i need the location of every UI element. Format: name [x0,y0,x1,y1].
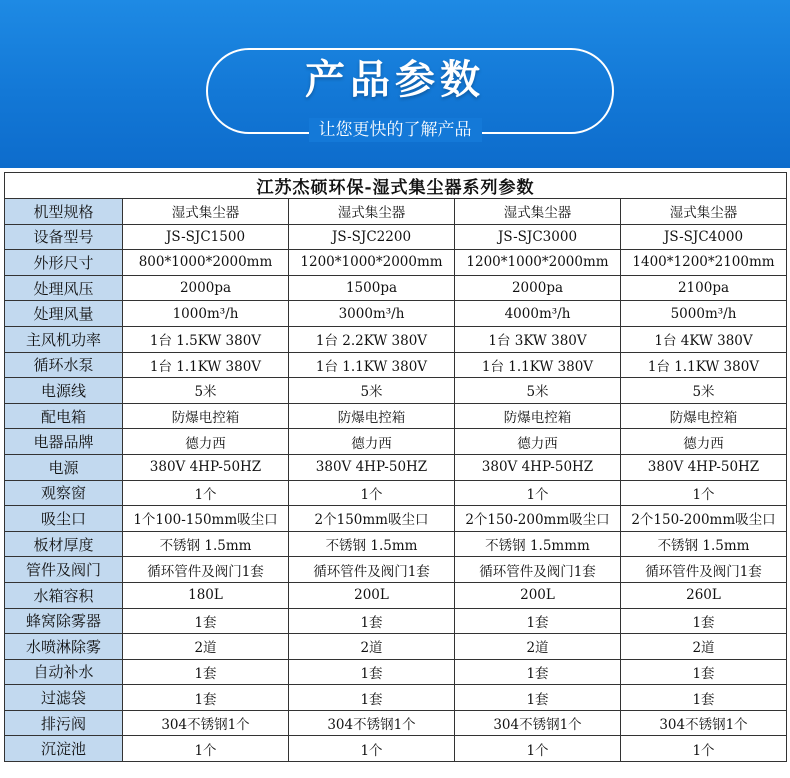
table-cell: 2个150-200mm吸尘口 [621,506,787,532]
table-cell: 200L [289,582,455,608]
row-label: 电源线 [5,378,123,404]
table-cell: 1套 [123,608,289,634]
table-cell: 1个 [123,480,289,506]
table-cell: 2100pa [621,275,787,301]
row-label: 板材厚度 [5,531,123,557]
table-cell: 1500pa [289,275,455,301]
table-cell: 200L [455,582,621,608]
table-row [5,506,787,532]
table-row [5,224,787,250]
table-row [5,531,787,557]
page-subtitle: 让您更快的了解产品 [309,118,482,142]
table-cell: 防爆电控箱 [621,403,787,429]
table-row [5,557,787,583]
table-cell: 德力西 [455,429,621,455]
table-cell: 304不锈钢1个 [289,710,455,736]
table-cell: 湿式集尘器 [455,199,621,225]
row-label: 排污阀 [5,710,123,736]
table-cell: JS-SJC4000 [621,224,787,250]
table-cell: 1套 [289,608,455,634]
table-cell: 1个 [621,480,787,506]
page-title: 产品参数 [305,57,485,103]
table-cell: 1套 [621,608,787,634]
table-cell: 德力西 [123,429,289,455]
table-cell: 4000m³/h [455,301,621,327]
table-cell: 1套 [123,659,289,685]
table-cell: 1台 1.1KW 380V [289,352,455,378]
table-cell: 5米 [289,378,455,404]
table-cell: 防爆电控箱 [123,403,289,429]
table-cell: 1台 4KW 380V [621,326,787,352]
table-cell: 380V 4HP-50HZ [289,454,455,480]
table-row [5,685,787,711]
table-cell: 1套 [123,685,289,711]
table-cell: 304不锈钢1个 [123,710,289,736]
table-row [5,301,787,327]
table-cell: 180L [123,582,289,608]
caption-row [5,173,787,199]
row-label: 处理风量 [5,301,123,327]
row-label: 观察窗 [5,480,123,506]
table-cell: 德力西 [289,429,455,455]
table-row [5,659,787,685]
row-label: 机型规格 [5,199,123,225]
table-cell: 湿式集尘器 [289,199,455,225]
table-cell: 304不锈钢1个 [455,710,621,736]
table-cell: 2000pa [455,275,621,301]
row-label: 管件及阀门 [5,557,123,583]
table-cell: 1个 [455,480,621,506]
table-cell: 循环管件及阀门1套 [621,557,787,583]
table-cell: 5000m³/h [621,301,787,327]
table-cell: 3000m³/h [289,301,455,327]
table-cell: 380V 4HP-50HZ [123,454,289,480]
table-cell: 防爆电控箱 [455,403,621,429]
row-label: 设备型号 [5,224,123,250]
table-row [5,454,787,480]
table-cell: 1个100-150mm吸尘口 [123,506,289,532]
table-cell: 不锈钢 1.5mmm [455,531,621,557]
row-label: 水箱容积 [5,582,123,608]
table-cell: 5米 [455,378,621,404]
table-row [5,608,787,634]
table-row [5,582,787,608]
table-cell: 1套 [289,659,455,685]
table-row [5,326,787,352]
row-label: 自动补水 [5,659,123,685]
row-label: 循环水泵 [5,352,123,378]
row-label: 电源 [5,454,123,480]
table-cell: 循环管件及阀门1套 [123,557,289,583]
table-cell: 260L [621,582,787,608]
table-cell: 1套 [455,608,621,634]
table-cell: 1台 3KW 380V [455,326,621,352]
table-row [5,378,787,404]
table-cell: 1套 [455,659,621,685]
table-cell: 380V 4HP-50HZ [621,454,787,480]
table-cell: 1个 [455,736,621,762]
spec-table [4,172,787,762]
row-label: 处理风压 [5,275,123,301]
table-cell: 1台 1.1KW 380V [123,352,289,378]
row-label: 主风机功率 [5,326,123,352]
table-row [5,710,787,736]
table-row [5,352,787,378]
table-cell: 1套 [621,685,787,711]
table-cell: 2道 [123,634,289,660]
table-cell: 循环管件及阀门1套 [455,557,621,583]
table-cell: 1个 [289,736,455,762]
table-cell: 1台 1.1KW 380V [621,352,787,378]
header-banner [0,0,790,168]
table-cell: 2个150-200mm吸尘口 [455,506,621,532]
row-label: 外形尺寸 [5,250,123,276]
row-label: 水喷淋除雾 [5,634,123,660]
table-cell: 2000pa [123,275,289,301]
table-cell: 2个150mm吸尘口 [289,506,455,532]
table-cell: 5米 [123,378,289,404]
table-row [5,736,787,762]
table-row [5,429,787,455]
table-cell: 不锈钢 1.5mm [621,531,787,557]
table-cell: 1套 [621,659,787,685]
table-row [5,250,787,276]
table-cell: 湿式集尘器 [123,199,289,225]
table-cell: 2道 [621,634,787,660]
row-label: 配电箱 [5,403,123,429]
table-cell: JS-SJC1500 [123,224,289,250]
table-row [5,199,787,225]
table-cell: 循环管件及阀门1套 [289,557,455,583]
subtitle-wrap [0,118,790,142]
table-cell: 1200*1000*2000mm [455,250,621,276]
table-row [5,480,787,506]
table-cell: 1套 [289,685,455,711]
row-label: 沉淀池 [5,736,123,762]
table-cell: 防爆电控箱 [289,403,455,429]
table-cell: 5米 [621,378,787,404]
table-cell: 1套 [455,685,621,711]
table-cell: 380V 4HP-50HZ [455,454,621,480]
row-label: 过滤袋 [5,685,123,711]
table-row [5,275,787,301]
row-label: 蜂窝除雾器 [5,608,123,634]
table-row [5,403,787,429]
table-cell: 湿式集尘器 [621,199,787,225]
table-cell: 1个 [621,736,787,762]
table-cell: 800*1000*2000mm [123,250,289,276]
table-cell: 2道 [289,634,455,660]
table-cell: 2道 [455,634,621,660]
table-cell: 1400*1200*2100mm [621,250,787,276]
table-cell: 1台 1.1KW 380V [455,352,621,378]
table-cell: 德力西 [621,429,787,455]
table-cell: 1个 [289,480,455,506]
row-label: 电器品牌 [5,429,123,455]
table-cell: 1个 [123,736,289,762]
table-cell: 1200*1000*2000mm [289,250,455,276]
table-cell: 不锈钢 1.5mm [123,531,289,557]
table-cell: 304不锈钢1个 [621,710,787,736]
table-cell: 1台 2.2KW 380V [289,326,455,352]
table-caption: 江苏杰硕环保-湿式集尘器系列参数 [5,173,787,199]
table-cell: 1台 1.5KW 380V [123,326,289,352]
row-label: 吸尘口 [5,506,123,532]
table-cell: 1000m³/h [123,301,289,327]
table-cell: JS-SJC3000 [455,224,621,250]
table-row [5,634,787,660]
table-cell: JS-SJC2200 [289,224,455,250]
table-cell: 不锈钢 1.5mm [289,531,455,557]
